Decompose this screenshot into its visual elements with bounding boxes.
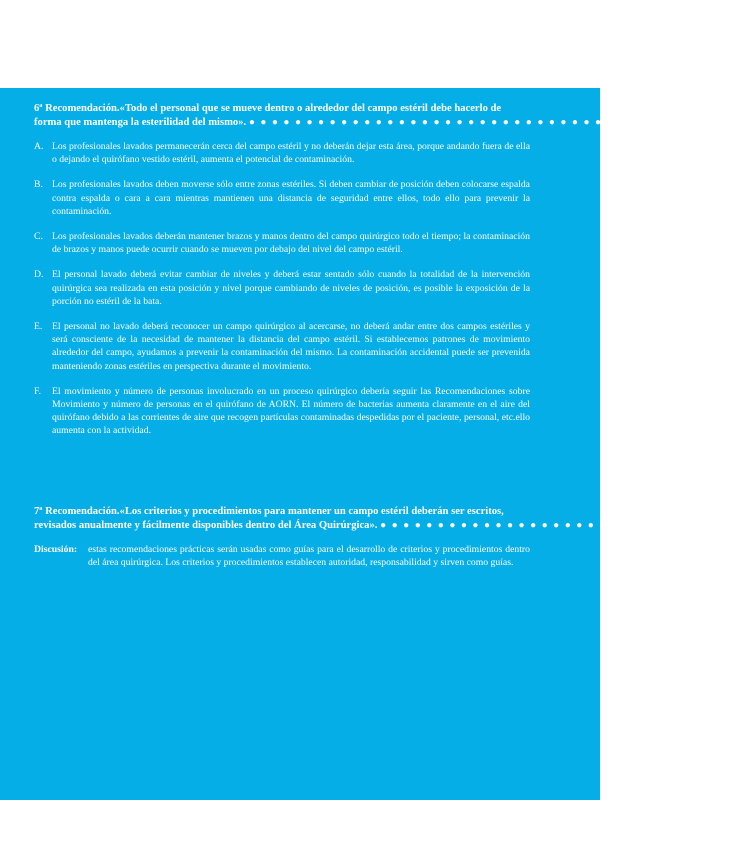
dot-leader: ● ● ● ● ● ● ● ● ● ● ● ● ● ● ● ● ● ● ● ● ● ● ● ● ● ● ● ● ● ● ● ● ● ● ● ● ● ● ● ● ● ● ● (248, 117, 741, 128)
dot-leader: ● ● ● ● ● ● ● ● ● ● ● ● ● ● ● ● ● ● ● ● ● ● ● ● ● ● ● ● ● ● ● (380, 520, 734, 531)
rec6-title-line1: 6ª Recomendación.«Todo el personal que se mueve dentro o alrededor del campo estéril debe hacerlo de (34, 103, 502, 114)
item-text: El movimiento y número de personas involucrado en un proceso quirúrgico debería seguir las Recomendaciones sobre Movimiento y número de personas en el quirófano de AORN. El número de bacterias aumenta claramente en el aire del quirófano debido a las corrientes de aire que recogen partículas contaminadas despedidas por el paciente, personal, etc.ello aumenta con la actividad. (52, 385, 530, 437)
item-letter: D. (34, 269, 44, 281)
rec7-section (34, 505, 734, 569)
list-item (34, 385, 530, 438)
item-letter: F. (34, 385, 42, 397)
item-text: Los profesionales lavados deberán mantener brazos y manos dentro del campo quirúrgico todo el tiempo; la contaminación de brazos y manos puede ocurrir cuando se mueven por debajo del nivel del campo estéril. (52, 231, 530, 256)
rec6-list (34, 140, 530, 438)
list-item (34, 320, 530, 373)
item-text: Los profesionales lavados permanecerán cerca del campo estéril y no deberán dejar esta área, porque andando fuera de ella o dejando el quirófano vestido estéril, aumenta el potencial de contaminación. (52, 141, 530, 166)
discussion-label: Discusión: (34, 544, 78, 555)
list-item (34, 230, 530, 256)
content-panel (0, 88, 741, 800)
list-item (34, 178, 530, 218)
list-item (34, 140, 530, 166)
rec6-heading (34, 102, 741, 130)
rec7-title-line2: revisados anualmente y fácilmente disponibles dentro del Área Quirúrgica». (34, 520, 378, 531)
rec7-title-line1: 7ª Recomendación.«Los criterios y procedimientos para mantener un campo estéril deberán ser escritos, (34, 506, 504, 517)
list-item (34, 268, 530, 308)
rec7-heading (34, 505, 734, 533)
item-text: El personal no lavado deberá reconocer un campo quirúrgico al acercarse, no deberá andar entre dos campos estériles y será consciente de la necesidad de mantener la distancia del campo estéril. Si establecemos patrones de movimiento alrededor del campo, ayudamos a prevenir la contaminación del mismo. La contaminación accidental puede ser prevenida manteniendo zonas estériles en perspectiva durante el movimiento. (52, 321, 530, 372)
item-letter: E. (34, 321, 43, 333)
item-text: El personal lavado deberá evitar cambiar de niveles y deberá estar sentado sólo cuando la totalidad de la intervención quirúrgica sea realizada en esta posición y nivel porque cambiando de niveles de posición, es posible la exposición de la porción no estéril de la bata. (52, 269, 530, 307)
item-letter: C. (34, 231, 43, 243)
item-letter: A. (34, 141, 44, 152)
rec6-title-line2: forma que mantenga la esterilidad del mismo». (34, 117, 247, 128)
discussion (34, 543, 530, 569)
discussion-text: estas recomendaciones prácticas serán usadas como guías para el desarrollo de criterios y procedimientos dentro del área quirúrgica. Los criterios y procedimientos establecen autoridad, responsabilidad y sirven como guías. (88, 544, 530, 569)
item-letter: B. (34, 179, 43, 191)
item-text: Los profesionales lavados deben moverse sólo entre zonas estériles. Si deben cambiar de posición deben colocarse espalda contra espalda o cara a cara mientras mantienen una distancia de seguridad entre ellos, todo ello para prevenir la contaminación. (52, 179, 530, 217)
